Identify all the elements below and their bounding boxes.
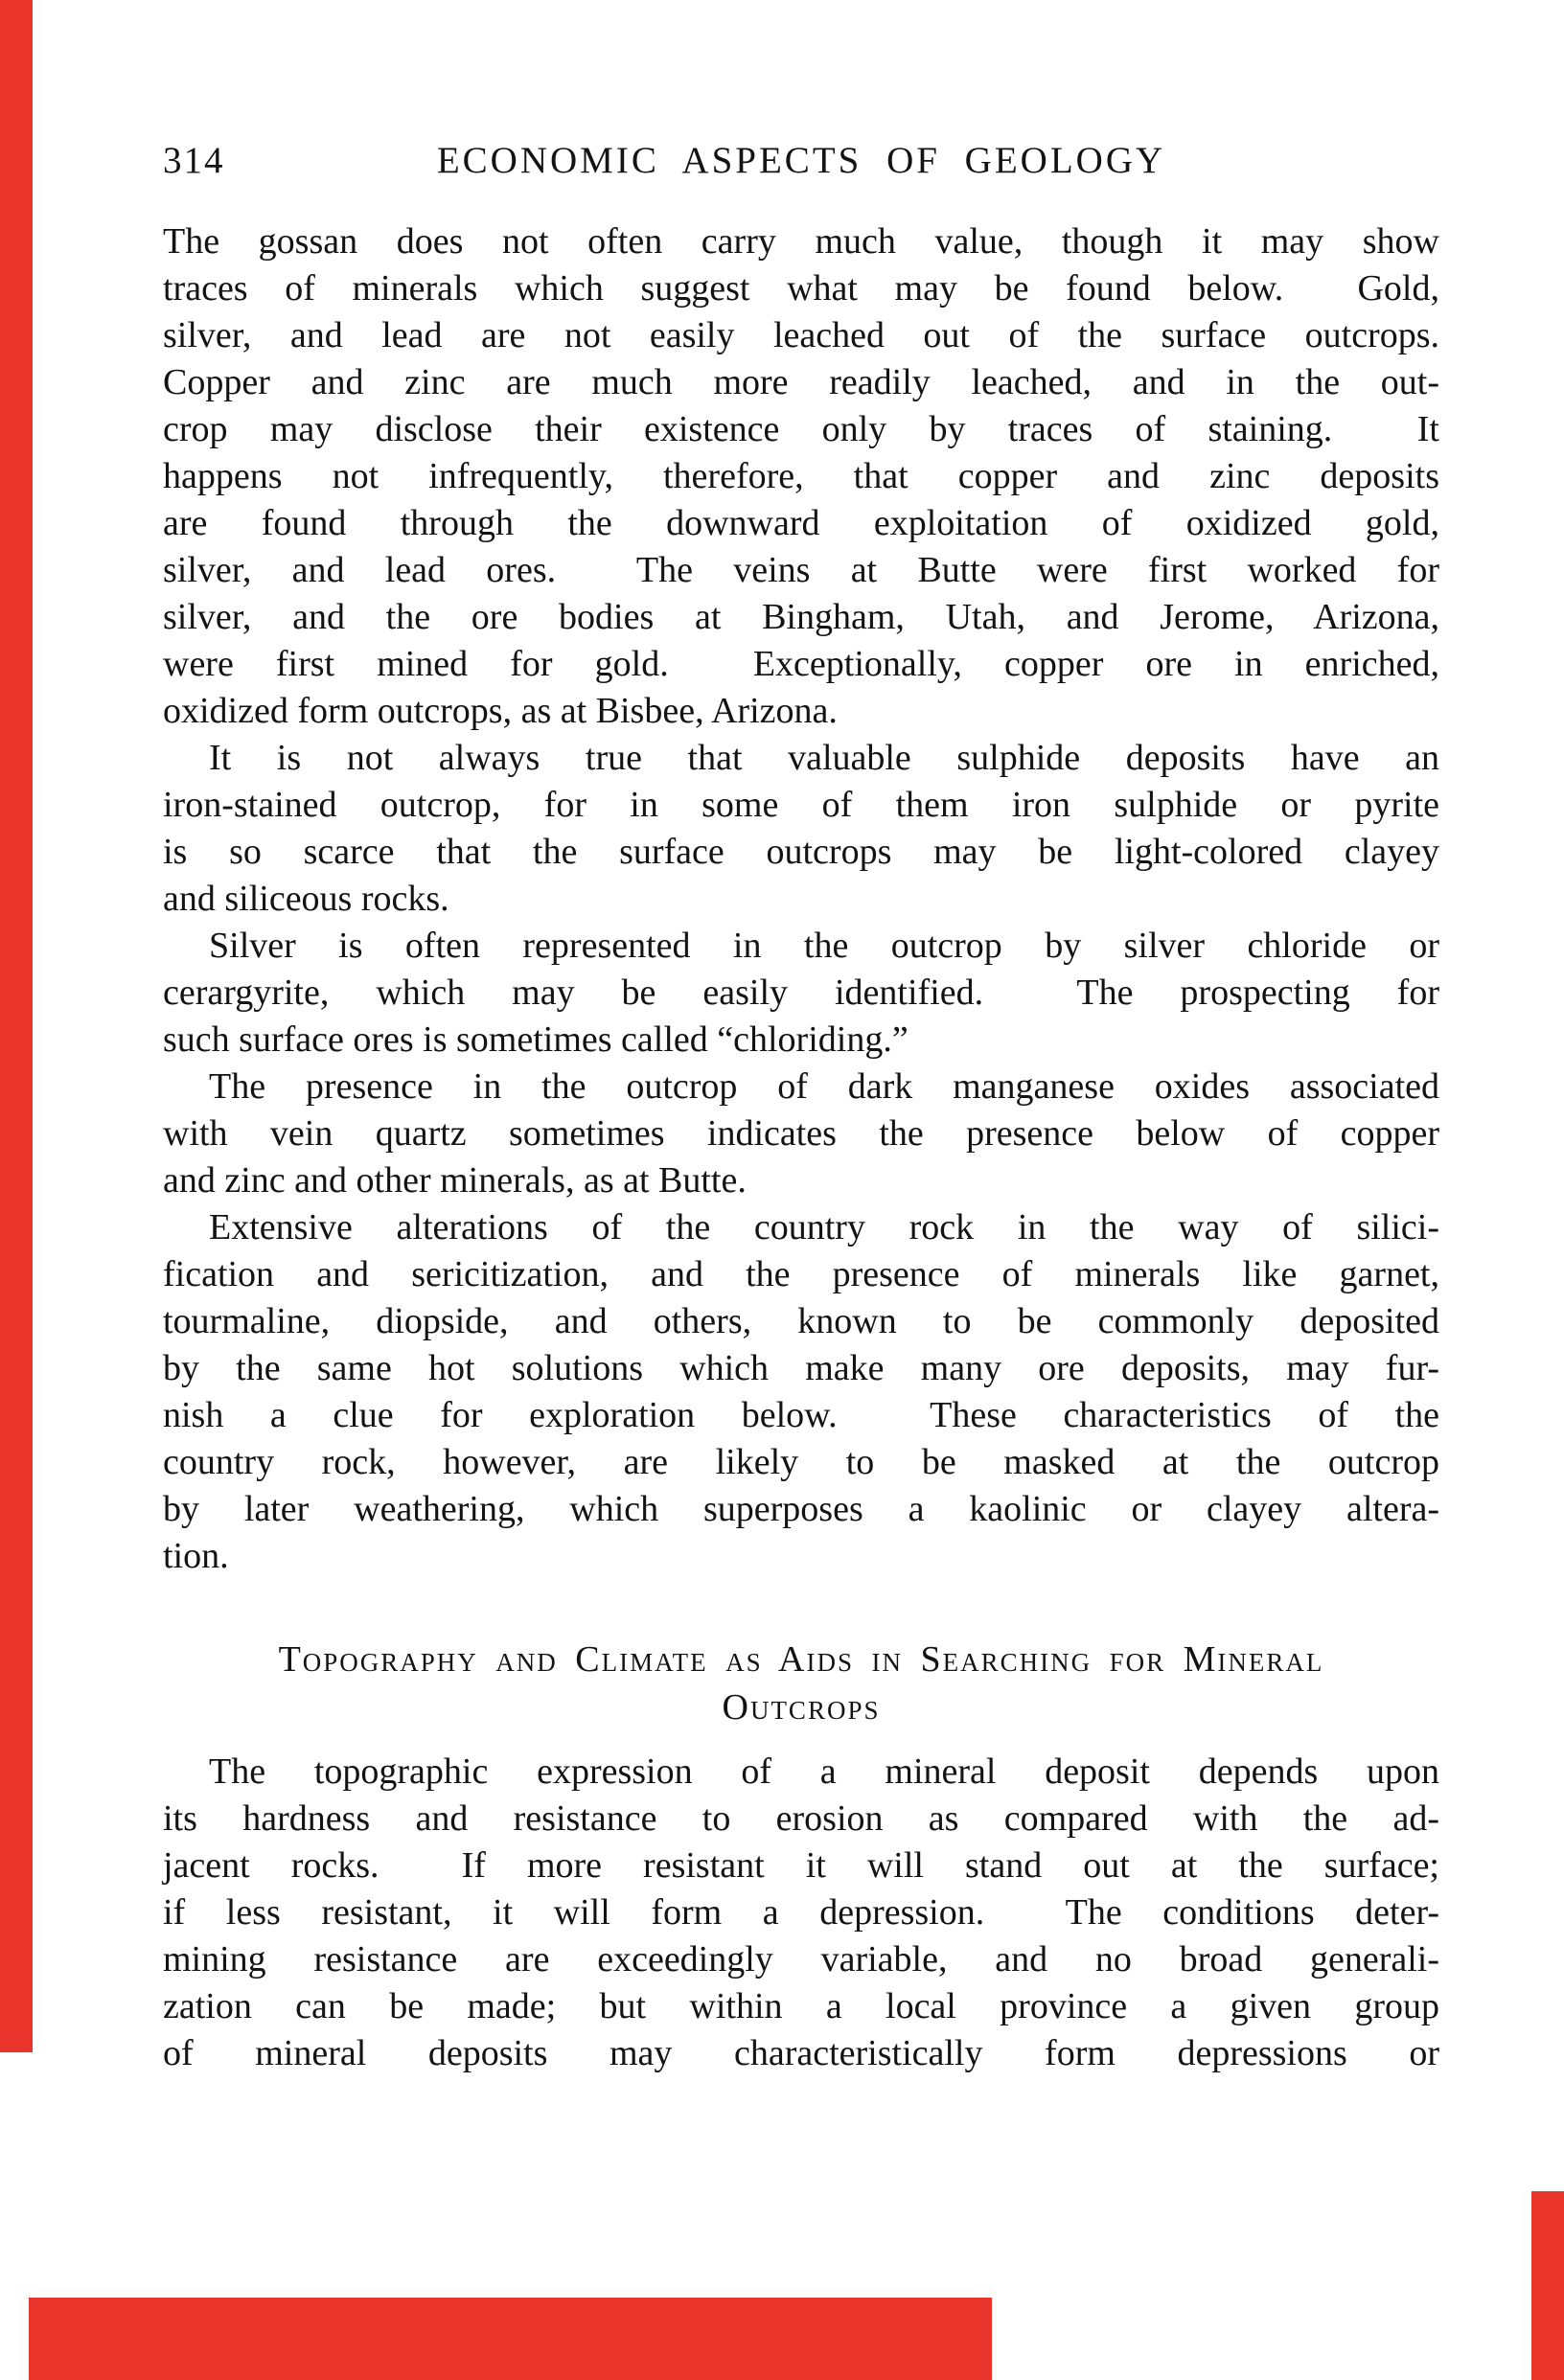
paragraph-country-rock-alterations xyxy=(163,1204,1439,1580)
scan-artifact-right-edge xyxy=(1531,2191,1564,2380)
paragraph-sulphide-outcrop xyxy=(163,735,1439,923)
paragraph-manganese-oxides xyxy=(163,1064,1439,1204)
text-line: with vein quartz sometimes indicates the presence below of copper xyxy=(163,1113,1439,1154)
page-header xyxy=(163,137,1439,184)
text-line: were first mined for gold. Exceptionally, copper ore in enriched, xyxy=(163,644,1439,684)
text-line: Extensive alterations of the country rock in the way of silici- xyxy=(209,1207,1439,1247)
text-line: and zinc and other minerals, as at Butte. xyxy=(163,1160,747,1201)
section-heading-line: Outcrops xyxy=(722,1687,881,1728)
text-line: traces of minerals which suggest what may be found below. Gold, xyxy=(163,268,1439,309)
scan-artifact-bottom-edge xyxy=(29,2298,992,2380)
text-line: The topographic expression of a mineral deposit depends upon xyxy=(209,1751,1439,1792)
text-line: by the same hot solutions which make many ore deposits, may fur- xyxy=(163,1348,1439,1388)
text-line: crop may disclose their existence only by traces of staining. It xyxy=(163,409,1439,449)
text-line: jacent rocks. If more resistant it will stand out at the surface; xyxy=(163,1845,1439,1886)
text-line: is so scarce that the surface outcrops may be light-colored clayey xyxy=(163,832,1439,872)
text-line: The presence in the outcrop of dark manganese oxides associated xyxy=(209,1066,1439,1107)
paragraph-silver-chloride xyxy=(163,923,1439,1064)
text-line: and siliceous rocks. xyxy=(163,879,449,919)
text-line: oxidized form outcrops, as at Bisbee, Arizona. xyxy=(163,691,838,731)
text-line: happens not infrequently, therefore, that copper and zinc deposits xyxy=(163,456,1439,496)
text-line: tion. xyxy=(163,1536,229,1576)
text-line: silver, and lead are not easily leached out of the surface outcrops. xyxy=(163,315,1439,355)
text-line: by later weathering, which superposes a kaolinic or clayey altera- xyxy=(163,1489,1439,1529)
paragraph-topographic-expression xyxy=(163,1749,1439,2077)
text-line: Copper and zinc are much more readily leached, and in the out- xyxy=(163,362,1439,402)
text-line: if less resistant, it will form a depression. The conditions deter- xyxy=(163,1892,1439,1933)
running-title: ECONOMIC ASPECTS OF GEOLOGY xyxy=(436,140,1166,181)
text-line: cerargyrite, which may be easily identified. The prospecting for xyxy=(163,973,1439,1013)
text-line: It is not always true that valuable sulphide deposits have an xyxy=(209,738,1439,778)
text-line: The gossan does not often carry much value, though it may show xyxy=(163,221,1439,262)
page-number: 314 xyxy=(163,140,225,181)
text-line: mining resistance are exceedingly variable, and no broad generali- xyxy=(163,1939,1439,1980)
text-line: its hardness and resistance to erosion as compared with the ad- xyxy=(163,1798,1439,1839)
text-line: zation can be made; but within a local province a given group xyxy=(163,1986,1439,2026)
text-line: iron-stained outcrop, for in some of them iron sulphide or pyrite xyxy=(163,785,1439,825)
text-line: nish a clue for exploration below. These characteristics of the xyxy=(163,1395,1439,1435)
section-heading-line: Topography and Climate as Aids in Searching for Mineral xyxy=(278,1639,1324,1680)
paragraph-gossan xyxy=(163,218,1439,735)
text-line: tourmaline, diopside, and others, known to be commonly deposited xyxy=(163,1301,1439,1341)
text-line: such surface ores is sometimes called “chloriding.” xyxy=(163,1019,908,1060)
page-text-column xyxy=(163,137,1439,2077)
text-line: silver, and the ore bodies at Bingham, Utah, and Jerome, Arizona, xyxy=(163,597,1439,637)
text-line: fication and sericitization, and the presence of minerals like garnet, xyxy=(163,1254,1439,1294)
text-line: of mineral deposits may characteristically form depressions or xyxy=(163,2033,1439,2073)
scan-artifact-left-edge xyxy=(0,0,33,2052)
text-line: Silver is often represented in the outcrop by silver chloride or xyxy=(209,926,1439,966)
text-line: silver, and lead ores. The veins at Butte were first worked for xyxy=(163,550,1439,590)
text-line: are found through the downward exploitation of oxidized gold, xyxy=(163,503,1439,543)
text-line: country rock, however, are likely to be masked at the outcrop xyxy=(163,1442,1439,1482)
